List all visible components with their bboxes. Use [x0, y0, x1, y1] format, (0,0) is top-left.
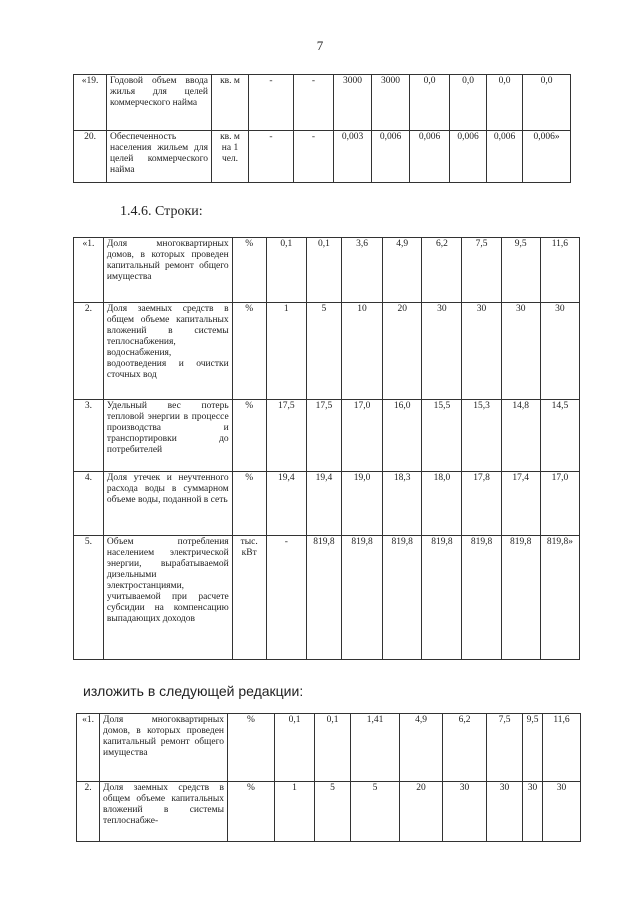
table-current	[73, 237, 580, 660]
page-number: 7	[316, 38, 324, 53]
table-row	[74, 303, 580, 400]
row-value-cell: 5	[315, 782, 351, 842]
row-value-cell: 1	[275, 782, 315, 842]
row-value-cell: 0,006	[450, 131, 487, 183]
row-indicator-text: Доля заемных средств в общем объеме капитальных вложений в системы теплоснабжения, водоснабжения, водоотведения и очистки сточных вод	[103, 303, 232, 400]
row-number: 2.	[74, 303, 104, 400]
row-value-cell: 14,8	[501, 400, 540, 472]
row-value-cell: 15,3	[462, 400, 501, 472]
table-row	[74, 75, 571, 131]
row-number: 5.	[74, 536, 104, 660]
table-row	[74, 131, 571, 183]
row-unit: тыс. кВт	[232, 536, 266, 660]
section-heading: 1.4.6. Строки:	[120, 204, 203, 219]
row-unit: %	[232, 400, 266, 472]
row-number: «1.	[74, 238, 104, 303]
row-value-cell: 30	[501, 303, 540, 400]
row-value-cell: 17,8	[462, 472, 501, 536]
row-value-cell: -	[249, 75, 294, 131]
row-value-cell: 10	[341, 303, 382, 400]
row-value-cell: 0,006»	[523, 131, 571, 183]
row-value-cell: 0,0	[487, 75, 523, 131]
row-value-cell: 3000	[372, 75, 410, 131]
row-value-cell: 7,5	[462, 238, 501, 303]
row-value-cell: 19,4	[306, 472, 341, 536]
row-value-cell: 6,2	[443, 714, 487, 782]
row-value-cell: 30	[443, 782, 487, 842]
row-value-cell: 7,5	[487, 714, 523, 782]
row-value-cell: 1	[266, 303, 306, 400]
table-row	[74, 536, 580, 660]
row-value-cell: 17,4	[501, 472, 540, 536]
row-value-cell: 819,8	[306, 536, 341, 660]
row-value-cell: 6,2	[422, 238, 462, 303]
row-value-cell: 0,006	[410, 131, 450, 183]
row-value-cell: 19,0	[341, 472, 382, 536]
row-value-cell: 9,5	[501, 238, 540, 303]
row-value-cell: 30	[462, 303, 501, 400]
row-value-cell: 30	[523, 782, 543, 842]
row-value-cell: 819,8»	[540, 536, 579, 660]
row-value-cell: 30	[487, 782, 523, 842]
row-value-cell: 20	[383, 303, 422, 400]
table-row	[74, 472, 580, 536]
row-value-cell: 17,0	[341, 400, 382, 472]
row-value-cell: -	[266, 536, 306, 660]
row-value-cell: 17,5	[266, 400, 306, 472]
row-value-cell: 0,1	[315, 714, 351, 782]
row-value-cell: 0,006	[487, 131, 523, 183]
row-value-cell: 17,0	[540, 472, 579, 536]
row-value-cell: 0,003	[334, 131, 372, 183]
row-unit: %	[232, 238, 266, 303]
row-value-cell: -	[294, 75, 334, 131]
row-unit: %	[228, 714, 275, 782]
row-value-cell: 819,8	[462, 536, 501, 660]
table-row	[77, 782, 581, 842]
row-value-cell: 17,5	[306, 400, 341, 472]
row-value-cell: 1,41	[351, 714, 400, 782]
row-value-cell: 819,8	[422, 536, 462, 660]
row-indicator-text: Доля заемных средств в общем объеме капитальных вложений в системы теплоснабже-	[100, 782, 228, 842]
row-indicator-text: Доля многоквартирных домов, в которых проведен капитальный ремонт общего имущества	[103, 238, 232, 303]
row-value-cell: 11,6	[540, 238, 579, 303]
row-unit: %	[232, 303, 266, 400]
row-value-cell: 3000	[334, 75, 372, 131]
row-value-cell: 0,1	[306, 238, 341, 303]
row-number: 2.	[77, 782, 100, 842]
table-row	[74, 238, 580, 303]
table-row	[77, 714, 581, 782]
row-value-cell: -	[249, 131, 294, 183]
row-unit: %	[228, 782, 275, 842]
row-number: 4.	[74, 472, 104, 536]
row-value-cell: 19,4	[266, 472, 306, 536]
row-value-cell: 819,8	[341, 536, 382, 660]
row-value-cell: 0,1	[266, 238, 306, 303]
row-value-cell: 20	[400, 782, 443, 842]
row-value-cell: 0,1	[275, 714, 315, 782]
row-value-cell: 0,0	[523, 75, 571, 131]
row-value-cell: 4,9	[383, 238, 422, 303]
row-unit: кв. м на 1 чел.	[212, 131, 249, 183]
row-number: «19.	[74, 75, 107, 131]
row-value-cell: 0,006	[372, 131, 410, 183]
row-value-cell: 11,6	[543, 714, 581, 782]
row-number: 20.	[74, 131, 107, 183]
row-unit: кв. м	[212, 75, 249, 131]
row-value-cell: 4,9	[400, 714, 443, 782]
row-value-cell: 30	[543, 782, 581, 842]
row-value-cell: 819,8	[383, 536, 422, 660]
row-value-cell: 819,8	[501, 536, 540, 660]
row-value-cell: 15,5	[422, 400, 462, 472]
row-value-cell: 30	[540, 303, 579, 400]
table-new-edition	[76, 713, 581, 842]
instruction-text: изложить в следующей редакции:	[83, 683, 304, 699]
row-value-cell: 5	[351, 782, 400, 842]
row-value-cell: 9,5	[523, 714, 543, 782]
row-value-cell: -	[294, 131, 334, 183]
row-indicator-text: Обеспеченность населения жильем для целей коммерческого найма	[107, 131, 212, 183]
row-value-cell: 0,0	[450, 75, 487, 131]
row-indicator-text: Объем потребления населением электрической энергии, вырабатываемой дизельными электростанциями, учитываемой при расчете субсидии на компенсацию выпадающих доходов	[103, 536, 232, 660]
row-indicator-text: Доля многоквартирных домов, в которых проведен капитальный ремонт общего имущества	[100, 714, 228, 782]
row-value-cell: 18,0	[422, 472, 462, 536]
row-value-cell: 16,0	[383, 400, 422, 472]
row-number: «1.	[77, 714, 100, 782]
row-indicator-text: Удельный вес потерь тепловой энергии в процессе производства и транспортировки до потребителей	[103, 400, 232, 472]
row-indicator-text: Доля утечек и неучтенного расхода воды в суммарном объеме воды, поданной в сеть	[103, 472, 232, 536]
table-continuation	[73, 74, 571, 183]
row-value-cell: 18,3	[383, 472, 422, 536]
row-value-cell: 14,5	[540, 400, 579, 472]
row-value-cell: 30	[422, 303, 462, 400]
row-value-cell: 0,0	[410, 75, 450, 131]
table-row	[74, 400, 580, 472]
row-value-cell: 3,6	[341, 238, 382, 303]
row-number: 3.	[74, 400, 104, 472]
row-value-cell: 5	[306, 303, 341, 400]
row-unit: %	[232, 472, 266, 536]
row-indicator-text: Годовой объем ввода жилья для целей коммерческого найма	[107, 75, 212, 131]
